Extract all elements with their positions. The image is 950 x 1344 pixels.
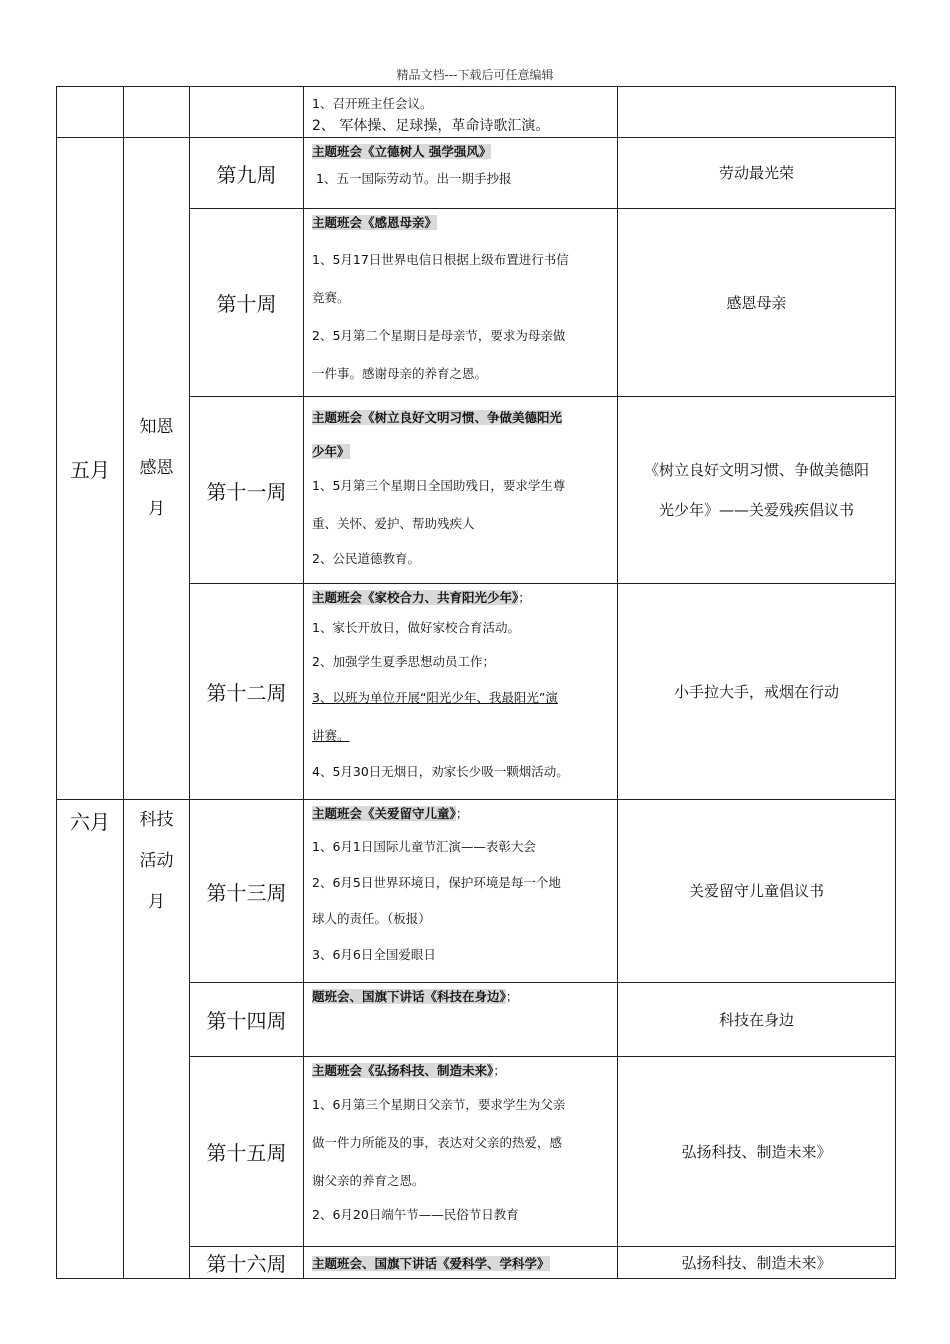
content-line: 4、5月30日无烟日，劝家长少吸一颗烟活动。 (312, 764, 569, 779)
theme-line: 感恩 (139, 458, 174, 478)
content-line: 3、以班为单位开展“阳光少年、我最阳光”演 (312, 690, 558, 705)
content-line: 1、家长开放日，做好家校合育活动。 (312, 620, 520, 635)
content-line: 谢父亲的养育之恩。 (312, 1173, 425, 1188)
month-cell (57, 87, 124, 138)
title-suffix: ； (505, 989, 519, 1004)
meeting-title: 主题班会《立德树人 强学强风》 (312, 144, 492, 159)
meeting-title: 主题班会《弘扬科技、制造未来》 (312, 1063, 494, 1078)
content-line: 1、6月1日国际儿童节汇演——表彰大会 (312, 839, 536, 854)
page-header: 精品文档---下载后可任意编辑 (396, 68, 554, 82)
table-row (57, 800, 896, 983)
activity-cell: 科技在身边 (618, 983, 896, 1057)
activity-cell: 弘扬科技、制造未来》 (618, 1057, 896, 1247)
week-cell: 第九周 (190, 138, 304, 209)
content-cell (304, 983, 618, 1057)
activity-cell (618, 397, 896, 584)
content-cell (304, 209, 618, 397)
content-line: 2、6月20日端午节——民俗节日教育 (312, 1207, 519, 1222)
activity-cell: 关爱留守儿童倡议书 (618, 800, 896, 983)
content-line: 1、6月第三个星期日父亲节，要求学生为父亲 (312, 1097, 566, 1112)
content-line: 一件事。感谢母亲的养育之恩。 (312, 366, 488, 381)
content-line: 球人的责任。（板报） (312, 911, 431, 926)
theme-line: 知恩 (139, 417, 174, 437)
table-row (57, 138, 896, 209)
week-cell: 第十六周 (190, 1247, 304, 1279)
content-line: 2、 军体操、足球操，革命诗歌汇演。 (312, 118, 550, 134)
content-line: 2、公民道德教育。 (312, 551, 420, 566)
content-cell (304, 800, 618, 983)
content-line: 2、6月5日世界环境日，保护环境是每一个地 (312, 875, 561, 890)
meeting-title: 主题班会《树立良好文明习惯、争做美德阳光 (312, 410, 563, 425)
month-cell: 五月 (57, 138, 124, 800)
theme-line: 活动 (139, 851, 174, 871)
title-suffix: ； (518, 590, 531, 605)
meeting-title: 题班会、国旗下讲话《科技在身边》 (312, 989, 506, 1004)
week-cell: 第十一周 (190, 397, 304, 584)
theme-line: 月 (148, 892, 165, 912)
content-cell (304, 138, 618, 209)
content-cell (304, 1247, 618, 1279)
week-cell: 第十四周 (190, 983, 304, 1057)
activity-line: 《树立良好文明习惯、争做美德阳 (643, 461, 869, 479)
content-line: 1、5月第三个星期日全国助残日，要求学生尊 (312, 478, 566, 493)
week-cell: 第十五周 (190, 1057, 304, 1247)
week-cell: 第十二周 (190, 584, 304, 800)
content-line: 1、5月17日世界电信日根据上级布置进行书信 (312, 252, 569, 267)
meeting-title: 主题班会《关爱留守儿童》 (312, 806, 456, 821)
meeting-title: 主题班会《家校合力、共育阳光少年》 (312, 590, 519, 605)
content-cell (304, 584, 618, 800)
content-line: 重、关怀、爱护、帮助残疾人 (312, 516, 475, 531)
content-line: 讲赛。 (312, 728, 350, 743)
activity-cell (618, 87, 896, 138)
week-cell: 第十周 (190, 209, 304, 397)
activity-cell: 劳动最光荣 (618, 138, 896, 209)
content-cell (304, 397, 618, 584)
theme-line: 月 (148, 499, 165, 519)
activity-line: 光少年》——关爱残疾倡议书 (658, 501, 854, 519)
theme-cell (124, 800, 190, 1279)
theme-cell (124, 87, 190, 138)
content-line: 3、6月6日全国爱眼日 (312, 947, 436, 962)
theme-line: 科技 (139, 810, 174, 830)
table-row (57, 87, 896, 138)
content-line: 竞赛。 (312, 290, 350, 305)
activity-cell: 弘扬科技、制造未来》 (618, 1247, 896, 1279)
content-line: 2、加强学生夏季思想动员工作； (312, 654, 495, 669)
activity-cell: 感恩母亲 (618, 209, 896, 397)
theme-cell (124, 138, 190, 800)
meeting-title: 主题班会《感恩母亲》 (312, 215, 438, 230)
content-line: 2、5月第二个星期日是母亲节，要求为母亲做 (312, 328, 566, 343)
content-cell (304, 87, 618, 138)
month-cell: 六月 (57, 800, 124, 1279)
title-suffix: ； (455, 806, 469, 821)
content-cell (304, 1057, 618, 1247)
meeting-title: 主题班会、国旗下讲话《爱科学、学科学》 (312, 1255, 550, 1271)
content-line: 1、五一国际劳动节。出一期手抄报 (316, 171, 512, 186)
week-cell: 第十三周 (190, 800, 304, 983)
activity-cell: 小手拉大手，戒烟在行动 (618, 584, 896, 800)
schedule-table (56, 86, 896, 1279)
content-line: 做一件力所能及的事，表达对父亲的热爱，感 (312, 1135, 563, 1150)
content-line: 1、召开班主任会议。 (312, 96, 433, 111)
meeting-title: 少年》 (312, 444, 350, 459)
title-suffix: ； (493, 1063, 506, 1078)
week-cell (190, 87, 304, 138)
